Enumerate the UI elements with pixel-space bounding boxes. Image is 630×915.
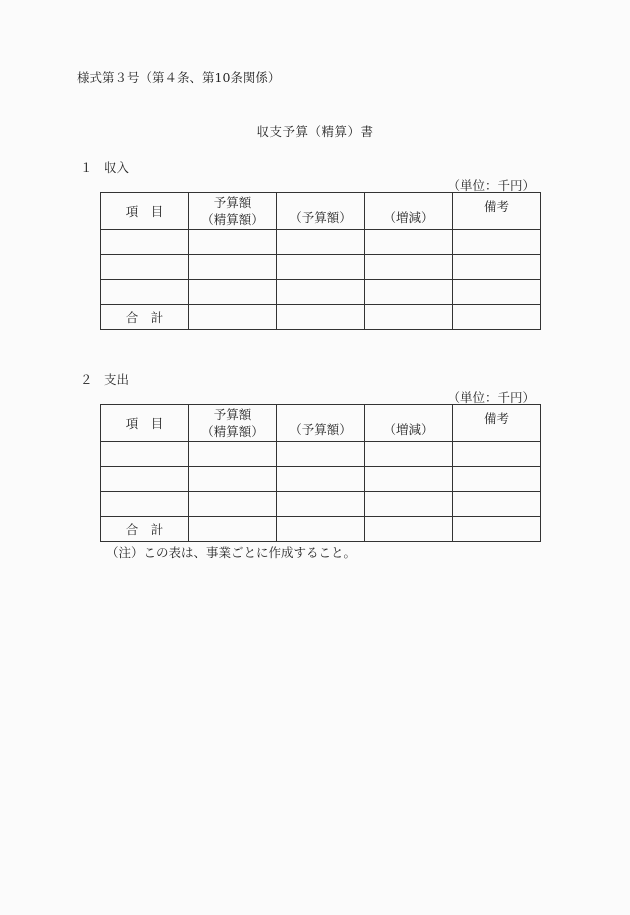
table-cell[interactable] — [101, 442, 189, 467]
header-remarks: 備考 — [453, 405, 541, 442]
header-remarks: 備考 — [453, 193, 541, 230]
table-cell[interactable] — [101, 492, 189, 517]
table-cell[interactable] — [277, 230, 365, 255]
table-cell[interactable] — [365, 305, 453, 330]
table-cell[interactable] — [189, 442, 277, 467]
total-row — [101, 305, 541, 330]
unit-label: （単位：千円） — [447, 178, 535, 193]
table-row — [101, 255, 541, 280]
table-cell[interactable] — [453, 280, 541, 305]
header-budget: 予算額 （精算額） — [189, 405, 277, 442]
unit-label: （単位：千円） — [447, 390, 535, 405]
table-cell[interactable] — [189, 230, 277, 255]
table-header-row — [101, 193, 541, 230]
income-table — [100, 192, 541, 330]
table-cell[interactable] — [277, 467, 365, 492]
header-item: 項 目 — [101, 405, 189, 442]
table-cell[interactable] — [101, 467, 189, 492]
section-heading-income — [80, 158, 129, 176]
table-cell[interactable] — [189, 305, 277, 330]
header-change: （増減） — [365, 193, 453, 230]
table-cell[interactable] — [189, 517, 277, 542]
table-row — [101, 467, 541, 492]
table-cell[interactable] — [365, 442, 453, 467]
header-budget: 予算額 （精算額） — [189, 193, 277, 230]
table-row — [101, 280, 541, 305]
table-cell[interactable] — [277, 305, 365, 330]
section-title: 収入 — [104, 160, 130, 175]
document-title: 収支予算（精算）書 — [256, 124, 374, 139]
section-title: 支出 — [104, 372, 130, 387]
table-cell[interactable] — [453, 305, 541, 330]
form-number: 様式第３号（第４条、第10条関係） — [77, 70, 281, 85]
table-cell[interactable] — [101, 280, 189, 305]
table-cell[interactable] — [365, 230, 453, 255]
table-cell[interactable] — [453, 492, 541, 517]
table-cell[interactable] — [453, 517, 541, 542]
total-label: 合 計 — [101, 517, 189, 542]
table-cell[interactable] — [365, 280, 453, 305]
header-change: （増減） — [365, 405, 453, 442]
table-cell[interactable] — [277, 255, 365, 280]
table-cell[interactable] — [365, 255, 453, 280]
footnote: （注）この表は、事業ごとに作成すること。 — [106, 545, 357, 560]
table-cell[interactable] — [189, 280, 277, 305]
table-cell[interactable] — [277, 492, 365, 517]
table-cell[interactable] — [453, 467, 541, 492]
header-prior-budget: （予算額） — [277, 193, 365, 230]
header-item: 項 目 — [101, 193, 189, 230]
table-row — [101, 230, 541, 255]
table-cell[interactable] — [277, 442, 365, 467]
table-header-row — [101, 405, 541, 442]
table-cell[interactable] — [277, 517, 365, 542]
total-row — [101, 517, 541, 542]
expenditure-table — [100, 404, 541, 542]
section-number: １ — [80, 160, 93, 175]
table-cell[interactable] — [453, 442, 541, 467]
table-row — [101, 442, 541, 467]
table-cell[interactable] — [365, 492, 453, 517]
table-cell[interactable] — [453, 230, 541, 255]
table-cell[interactable] — [189, 492, 277, 517]
table-cell[interactable] — [277, 280, 365, 305]
section-number: ２ — [80, 372, 93, 387]
table-cell[interactable] — [101, 255, 189, 280]
table-cell[interactable] — [365, 467, 453, 492]
table-cell[interactable] — [453, 255, 541, 280]
section-heading-expenditure — [80, 370, 129, 388]
header-prior-budget: （予算額） — [277, 405, 365, 442]
table-cell[interactable] — [365, 517, 453, 542]
total-label: 合 計 — [101, 305, 189, 330]
table-cell[interactable] — [101, 230, 189, 255]
table-cell[interactable] — [189, 467, 277, 492]
table-row — [101, 492, 541, 517]
table-cell[interactable] — [189, 255, 277, 280]
